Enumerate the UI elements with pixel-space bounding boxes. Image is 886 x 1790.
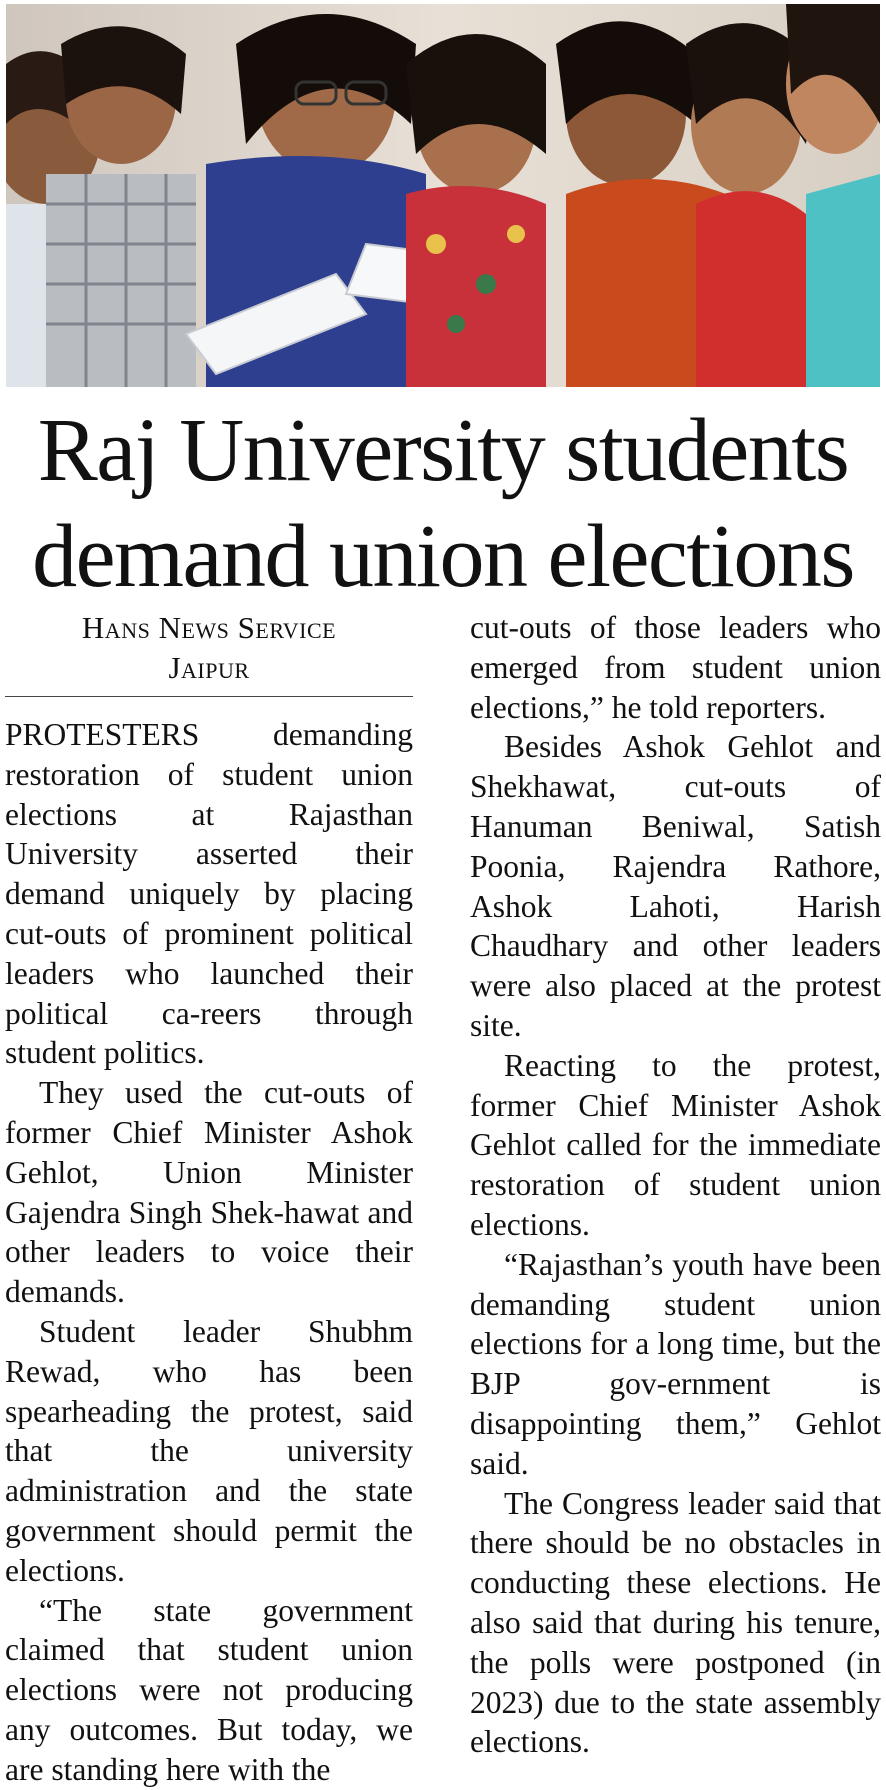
paragraph: “Rajasthan’s youth have been demanding student union elections for a long time, but the BJP gov-ernment is disappointing them,” Gehlot said. bbox=[470, 1246, 881, 1481]
paragraph: They used the cut-outs of former Chief Minister Ashok Gehlot, Union Minister Gajendra Singh Shek-hawat and other leaders to voice their demands. bbox=[5, 1075, 413, 1310]
paragraph: PROTESTERS demanding restoration of student union elections at Rajasthan University asserted their demand uniquely by placing cut-outs of prominent political leaders who launched their political ca-reers through student politics. bbox=[5, 717, 413, 1071]
paragraph: Reacting to the protest, former Chief Minister Ashok Gehlot called for the immediate restoration of student union elections. bbox=[470, 1047, 881, 1242]
paragraph: Student leader Shubhm Rewad, who has been spearheading the protest, said that the university administration and the state government should permit the elections. bbox=[5, 1313, 413, 1588]
headline-line-1: Raj University students bbox=[37, 401, 849, 500]
byline-agency: Hans News Service bbox=[81, 610, 337, 645]
paragraph: The Congress leader said that there should be no obstacles in conducting these elections. He also said that during his tenure, the polls were postponed (in 2023) due to the state assembly elections. bbox=[470, 1485, 881, 1760]
headline-line-2: demand union elections bbox=[32, 507, 854, 606]
students-photo-illustration bbox=[6, 4, 880, 387]
byline-place: Jaipur bbox=[168, 650, 250, 685]
left-column bbox=[5, 608, 413, 1790]
paragraph: Besides Ashok Gehlot and Shekhawat, cut-outs of Hanuman Beniwal, Satish Poonia, Rajendra Rathore, Ashok Lahoti, Harish Chaudhary and other leaders were also placed at the protest site. bbox=[470, 729, 881, 1043]
paragraph: “The state government claimed that student union elections were not producing any outcomes. But today, we are standing here with the bbox=[5, 1592, 413, 1787]
byline bbox=[5, 608, 413, 697]
news-photo bbox=[6, 4, 880, 387]
right-column bbox=[470, 608, 881, 1762]
headline bbox=[0, 398, 886, 610]
paragraph-continued: cut-outs of those leaders who emerged from student union elections,” he told reporters. bbox=[470, 610, 881, 725]
